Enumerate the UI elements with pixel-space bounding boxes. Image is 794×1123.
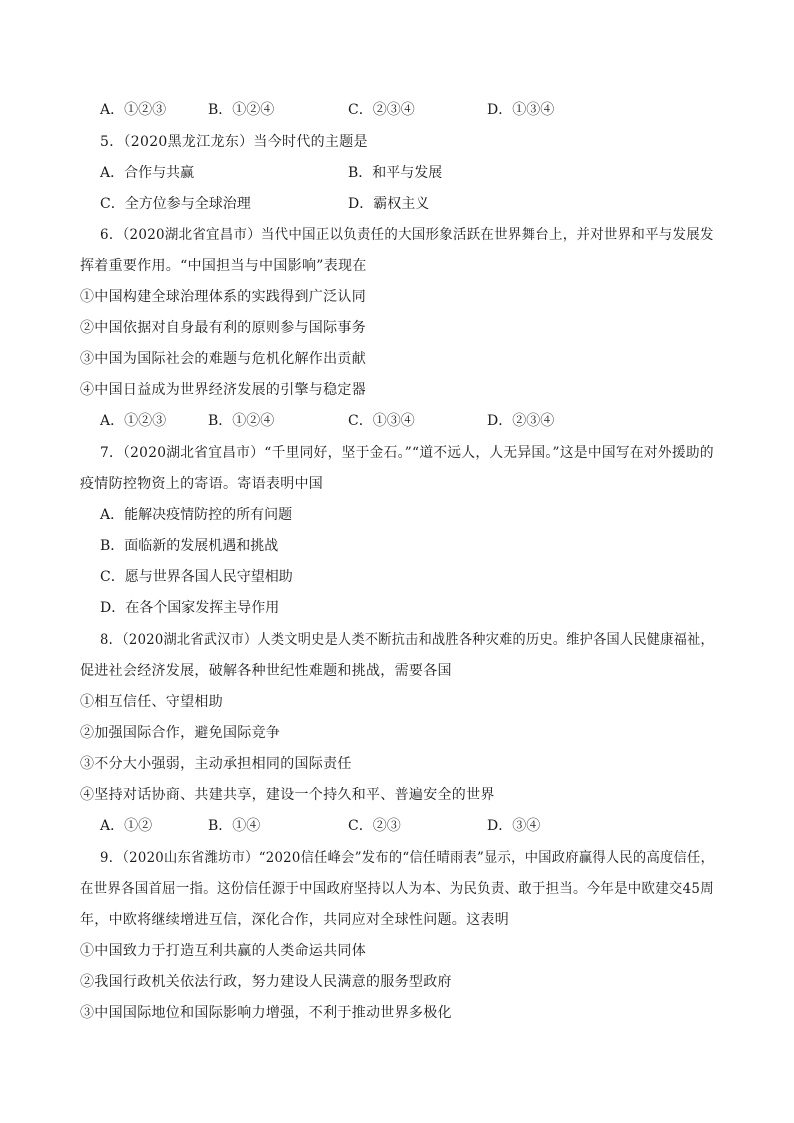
q8-option-d: D．③④ xyxy=(487,818,541,834)
q6-option-a: A．①②③ xyxy=(100,413,167,429)
q6-option-d: D．②③④ xyxy=(487,413,555,429)
q8-option-c: C．②③ xyxy=(348,818,401,834)
q8-stem-line2: 促进社会经济发展，破解各种世纪性难题和挑战，需要各国 xyxy=(80,663,452,679)
q8-stem-line1: 8．（2020湖北省武汉市）人类文明史是人类不断抗击和战胜各种灾难的历史。维护各国人民健康福祉， xyxy=(100,632,714,648)
q8-statement-1: ①相互信任、守望相助 xyxy=(80,694,223,710)
q8-option-b: B．①④ xyxy=(208,818,261,834)
q9-stem-line2: 在世界各国首屈一指。这份信任源于中国政府坚持以人为本、为民负责、敢于担当。今年是中欧建交45周 xyxy=(80,881,714,897)
q4-option-b: B．①②④ xyxy=(208,102,275,118)
q7-option-d: D．在各个国家发挥主导作用 xyxy=(100,600,280,616)
q5-option-a: A．合作与共赢 xyxy=(100,165,195,181)
q6-statement-3: ③中国为国际社会的难题与危机化解作出贡献 xyxy=(80,351,366,367)
q5-stem: 5．（2020黑龙江龙东）当今时代的主题是 xyxy=(100,134,368,150)
q7-stem-line1: 7．（2020湖北省宜昌市）“千里同好，坚于金石。”“道不远人，人无异国。”这是中国写在对外援助的 xyxy=(100,445,714,461)
q8-statement-2: ②加强国际合作，避免国际竞争 xyxy=(80,725,281,741)
q6-statement-1: ①中国构建全球治理体系的实践得到广泛认同 xyxy=(80,289,366,305)
q9-statement-3: ③中国国际地位和国际影响力增强，不利于推动世界多极化 xyxy=(80,1005,452,1021)
q9-statement-1: ①中国致力于打造互利共赢的人类命运共同体 xyxy=(80,943,366,959)
q5-option-c: C．全方位参与全球治理 xyxy=(100,196,251,212)
q6-statement-2: ②中国依据对自身最有利的原则参与国际事务 xyxy=(80,320,366,336)
q4-option-d: D．①③④ xyxy=(487,102,555,118)
q8-statement-4: ④坚持对话协商、共建共享，建设一个持久和平、普遍安全的世界 xyxy=(80,787,495,803)
q6-stem-line1: 6．（2020湖北省宜昌市）当代中国正以负责任的大国形象活跃在世界舞台上，并对世界和平与发展发 xyxy=(100,227,714,243)
q9-statement-2: ②我国行政机关依法行政，努力建设人民满意的服务型政府 xyxy=(80,974,452,990)
q4-option-a: A．①②③ xyxy=(100,102,167,118)
q6-option-b: B．①②④ xyxy=(208,413,275,429)
q6-option-c: C．①③④ xyxy=(348,413,415,429)
q7-stem-line2: 疫情防控物资上的寄语。寄语表明中国 xyxy=(80,476,324,492)
q9-stem-line1: 9．（2020山东省潍坊市）“2020信任峰会”发布的“信任晴雨表”显示，中国政府赢得人民的高度信任， xyxy=(100,850,715,866)
q5-option-b: B．和平与发展 xyxy=(348,165,443,181)
q7-option-a: A．能解决疫情防控的所有问题 xyxy=(100,507,293,523)
q7-option-b: B．面临新的发展机遇和挑战 xyxy=(100,538,279,554)
q8-option-a: A．①② xyxy=(100,818,153,834)
q5-option-d: D．霸权主义 xyxy=(348,196,430,212)
q7-option-c: C．愿与世界各国人民守望相助 xyxy=(100,569,293,585)
q9-stem-line3: 年，中欧将继续增进互信，深化合作，共同应对全球性问题。这表明 xyxy=(80,912,509,928)
q6-statement-4: ④中国日益成为世界经济发展的引擎与稳定器 xyxy=(80,382,366,398)
q8-statement-3: ③不分大小强弱，主动承担相同的国际责任 xyxy=(80,756,352,772)
q4-option-c: C．②③④ xyxy=(348,102,415,118)
q6-stem-line2: 挥着重要作用。“中国担当与中国影响”表现在 xyxy=(80,258,367,274)
